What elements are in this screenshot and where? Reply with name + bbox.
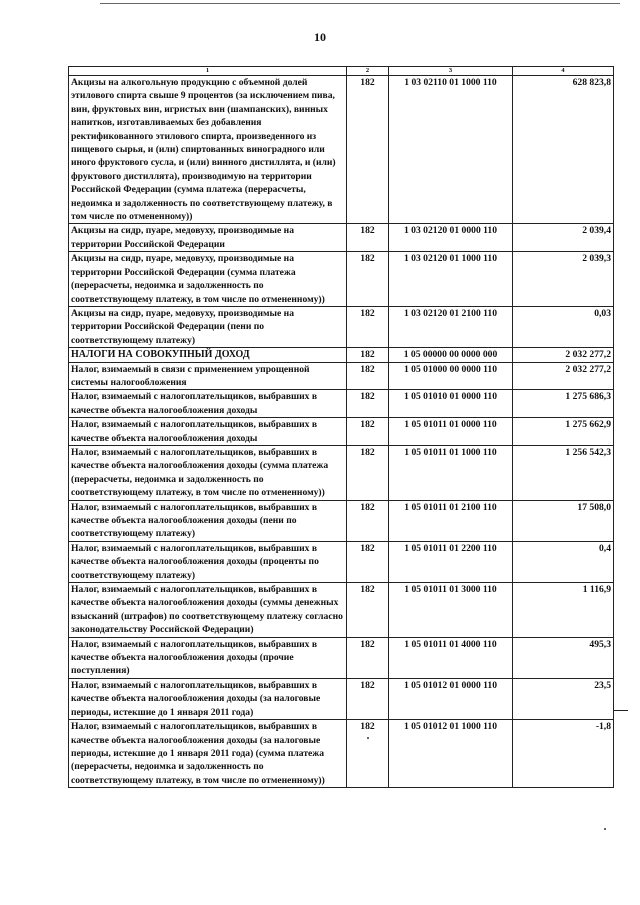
header-col-2: 2 <box>347 67 389 76</box>
table-row <box>69 224 614 252</box>
table-row <box>69 637 614 678</box>
row-name: Налог, взимаемый с налогоплательщиков, выбравших в качестве объекта налогообложения доходы (пени по соответствующему платежу) <box>69 500 347 541</box>
row-admin-code: 182 <box>347 348 389 362</box>
row-admin-code: 182 <box>347 678 389 719</box>
row-name: Налог, взимаемый в связи с применением упрощенной системы налогообложения <box>69 362 347 390</box>
row-budget-code: 1 05 01000 00 0000 110 <box>389 362 513 390</box>
row-budget-code: 1 05 01012 01 1000 110 <box>389 720 513 788</box>
row-amount: 1 116,9 <box>513 583 614 638</box>
row-admin-code: 182 <box>347 252 389 307</box>
row-admin-code: 182 <box>347 390 389 418</box>
row-budget-code: 1 05 00000 00 0000 000 <box>389 348 513 362</box>
row-budget-code: 1 05 01010 01 0000 110 <box>389 390 513 418</box>
row-amount: 1 275 662,9 <box>513 418 614 446</box>
row-admin-code: 182 <box>347 583 389 638</box>
row-budget-code: 1 05 01011 01 4000 110 <box>389 637 513 678</box>
row-admin-code: 182 <box>347 306 389 347</box>
row-amount: 628 823,8 <box>513 76 614 224</box>
margin-tick <box>614 710 628 711</box>
row-amount: 2 039,4 <box>513 224 614 252</box>
scan-speck <box>604 828 606 830</box>
header-col-4: 4 <box>513 67 614 76</box>
header-col-1: 1 <box>69 67 347 76</box>
row-budget-code: 1 05 01011 01 2200 110 <box>389 541 513 582</box>
table-row <box>69 362 614 390</box>
row-name: Налог, взимаемый с налогоплательщиков, выбравших в качестве объекта налогообложения доходы (проценты по соответствующему платежу) <box>69 541 347 582</box>
row-name: Акцизы на алкогольную продукцию с объемной долей этилового спирта свыше 9 процентов (за исключением пива, вин, фруктовых вин, игристых вин (шампанских), винных напитков, изготавливаемых без добавления ректификованного этилового спирта, произведенного из пищевого сырья, и (или) спиртованных виноградного или иного фруктового сусла, и (или) винного дистиллята, и (или) фруктового дистиллята), производимую на территории Российской Федерации (сумма платежа (перерасчеты, недоимка и задолженность по соответствующему платежу, в том числе по отмененному)) <box>69 76 347 224</box>
row-amount: 1 256 542,3 <box>513 445 614 500</box>
row-name: Налог, взимаемый с налогоплательщиков, выбравших в качестве объекта налогообложения доходы (сумма платежа (перерасчеты, недоимка и задолженность по соответствующему платежу, в том числе по отмененному)) <box>69 445 347 500</box>
row-budget-code: 1 03 02120 01 2100 110 <box>389 306 513 347</box>
row-admin-code: 182 <box>347 224 389 252</box>
row-admin-code: 182 <box>347 500 389 541</box>
row-budget-code: 1 05 01011 01 1000 110 <box>389 445 513 500</box>
table-row <box>69 252 614 307</box>
table-row <box>69 678 614 719</box>
top-rule <box>100 3 620 4</box>
row-admin-code: 182 <box>347 541 389 582</box>
row-amount: 2 032 277,2 <box>513 362 614 390</box>
table-row <box>69 541 614 582</box>
row-admin-code: 182 <box>347 76 389 224</box>
scan-speck <box>367 737 369 739</box>
row-name: Акцизы на сидр, пуаре, медовуху, производимые на территории Российской Федерации (пени по соответствующему платежу) <box>69 306 347 347</box>
table-body <box>69 76 614 788</box>
row-amount: 0,03 <box>513 306 614 347</box>
row-name: Налог, взимаемый с налогоплательщиков, выбравших в качестве объекта налогообложения доходы (за налоговые периоды, истекшие до 1 января 2011 года) (сумма платежа (перерасчеты, недоимка и задолженность по соответствующему платежу, в том числе по отмененному)) <box>69 720 347 788</box>
page-number: 10 <box>314 30 326 44</box>
table-row <box>69 583 614 638</box>
table-row <box>69 418 614 446</box>
row-name: Акцизы на сидр, пуаре, медовуху, производимые на территории Российской Федерации <box>69 224 347 252</box>
table-row <box>69 348 614 362</box>
row-budget-code: 1 05 01011 01 0000 110 <box>389 418 513 446</box>
budget-revenue-table <box>68 66 614 788</box>
row-name: Налог, взимаемый с налогоплательщиков, выбравших в качестве объекта налогообложения доходы <box>69 390 347 418</box>
row-amount: 2 039,3 <box>513 252 614 307</box>
table-header-row <box>69 67 614 76</box>
row-admin-code: 182 <box>347 720 389 788</box>
row-name: Налог, взимаемый с налогоплательщиков, выбравших в качестве объекта налогообложения доходы (суммы денежных взысканий (штрафов) по соответствующему платежу согласно законодательству Российской Федерации) <box>69 583 347 638</box>
row-name: НАЛОГИ НА СОВОКУПНЫЙ ДОХОД <box>69 348 347 362</box>
row-admin-code: 182 <box>347 637 389 678</box>
row-admin-code: 182 <box>347 418 389 446</box>
row-admin-code: 182 <box>347 445 389 500</box>
row-budget-code: 1 05 01011 01 3000 110 <box>389 583 513 638</box>
row-name: Налог, взимаемый с налогоплательщиков, выбравших в качестве объекта налогообложения доходы (за налоговые периоды, истекшие до 1 января 2011 года) <box>69 678 347 719</box>
row-amount: 0,4 <box>513 541 614 582</box>
row-amount: 17 508,0 <box>513 500 614 541</box>
row-budget-code: 1 03 02110 01 1000 110 <box>389 76 513 224</box>
row-budget-code: 1 05 01011 01 2100 110 <box>389 500 513 541</box>
row-budget-code: 1 03 02120 01 0000 110 <box>389 224 513 252</box>
row-amount: -1,8 <box>513 720 614 788</box>
table-row <box>69 390 614 418</box>
table-row <box>69 720 614 788</box>
row-name: Налог, взимаемый с налогоплательщиков, выбравших в качестве объекта налогообложения доходы (прочие поступления) <box>69 637 347 678</box>
row-amount: 495,3 <box>513 637 614 678</box>
table-row <box>69 500 614 541</box>
row-admin-code: 182 <box>347 362 389 390</box>
row-budget-code: 1 05 01012 01 0000 110 <box>389 678 513 719</box>
header-col-3: 3 <box>389 67 513 76</box>
row-amount: 1 275 686,3 <box>513 390 614 418</box>
row-budget-code: 1 03 02120 01 1000 110 <box>389 252 513 307</box>
row-name: Акцизы на сидр, пуаре, медовуху, производимые на территории Российской Федерации (сумма платежа (перерасчеты, недоимка и задолженность по соответствующему платежу, в том числе по отмененному)) <box>69 252 347 307</box>
row-amount: 23,5 <box>513 678 614 719</box>
table-row <box>69 76 614 224</box>
row-name: Налог, взимаемый с налогоплательщиков, выбравших в качестве объекта налогообложения доходы <box>69 418 347 446</box>
table-row <box>69 306 614 347</box>
table-row <box>69 445 614 500</box>
row-amount: 2 032 277,2 <box>513 348 614 362</box>
